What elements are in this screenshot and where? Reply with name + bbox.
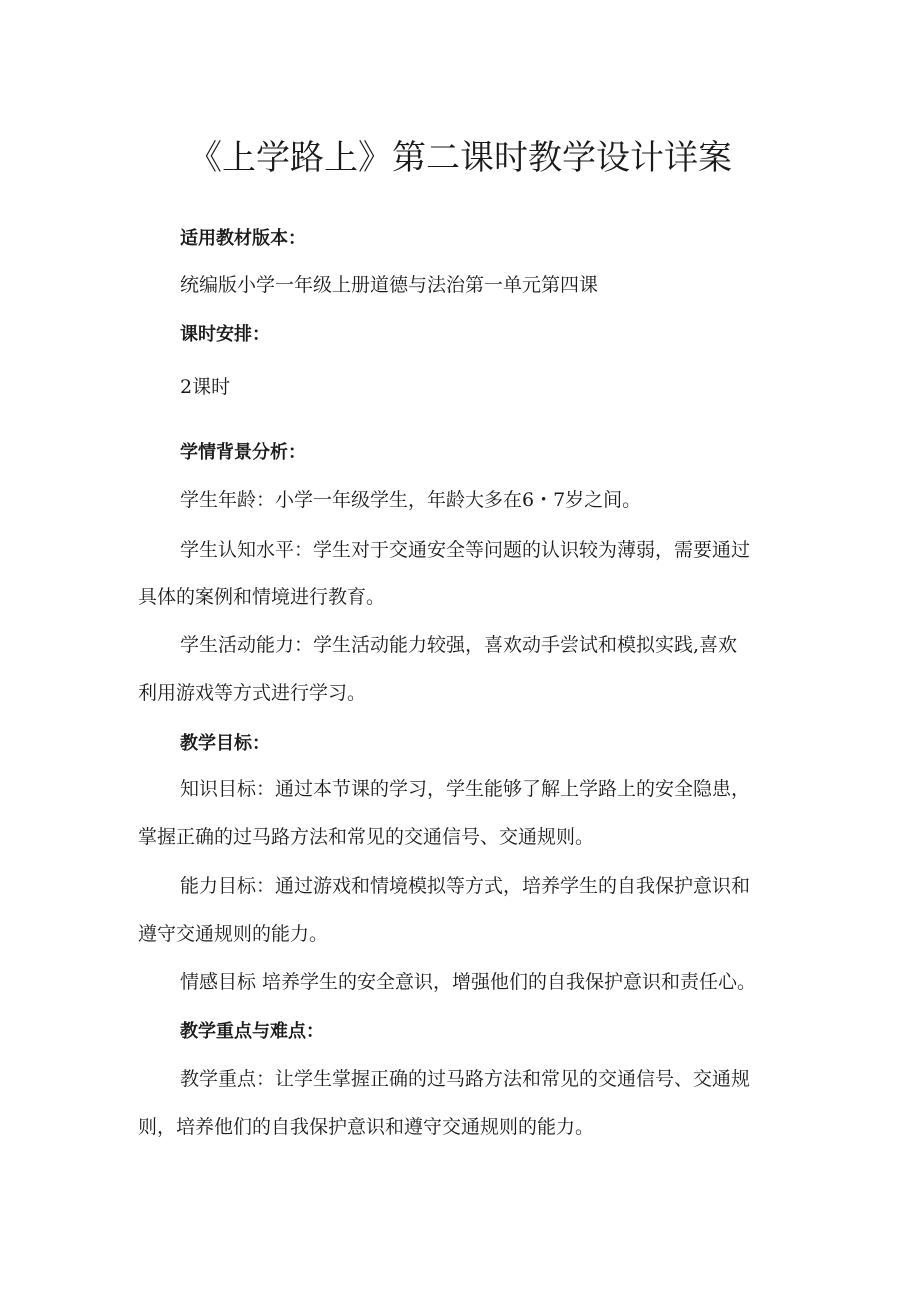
goal-emotion: 情感目标 培养学生的安全意识，增强他们的自我保护意识和责任心。 <box>180 971 757 993</box>
background-cognition-line-1: 学生认知水平：学生对于交通安全等问题的认识较为薄弱，需要通过 <box>180 539 751 561</box>
background-age: 学生年龄：小学一年级学生，年龄大多在6・7岁之间。 <box>180 489 642 511</box>
keypoint-line-2: 则，培养他们的自我保护意识和遵守交通规则的能力。 <box>138 1116 595 1138</box>
goal-ability-line-2: 遵守交通规则的能力。 <box>138 923 329 945</box>
document-title: 《上学路上》第二课时教学设计详案 <box>188 138 732 178</box>
keypoint-line-1: 教学重点：让学生掌握正确的过马路方法和常见的交通信号、交通规 <box>180 1068 751 1090</box>
background-activity-line-1: 学生活动能力：学生活动能力较强，喜欢动手尝试和模拟实践,喜欢 <box>180 634 738 656</box>
textbook-heading: 适用教材版本： <box>180 228 306 249</box>
schedule-heading: 课时安排： <box>180 324 270 345</box>
background-cognition-line-2: 具体的案例和情境进行教育。 <box>138 586 386 608</box>
keypoints-heading: 教学重点与难点： <box>180 1021 324 1042</box>
textbook-value: 统编版小学一年级上册道德与法治第一单元第四课 <box>180 274 599 296</box>
schedule-value: 2课时 <box>180 376 231 398</box>
goal-knowledge-line-1: 知识目标：通过本节课的学习，学生能够了解上学路上的安全隐患， <box>180 778 751 800</box>
background-activity-line-2: 利用游戏等方式进行学习。 <box>138 682 367 704</box>
background-heading: 学情背景分析： <box>180 442 306 463</box>
goal-knowledge-line-2: 掌握正确的过马路方法和常见的交通信号、交通规则。 <box>138 826 595 848</box>
goal-ability-line-1: 能力目标：通过游戏和情境模拟等方式，培养学生的自我保护意识和 <box>180 875 751 897</box>
goals-heading: 教学目标： <box>180 733 270 754</box>
